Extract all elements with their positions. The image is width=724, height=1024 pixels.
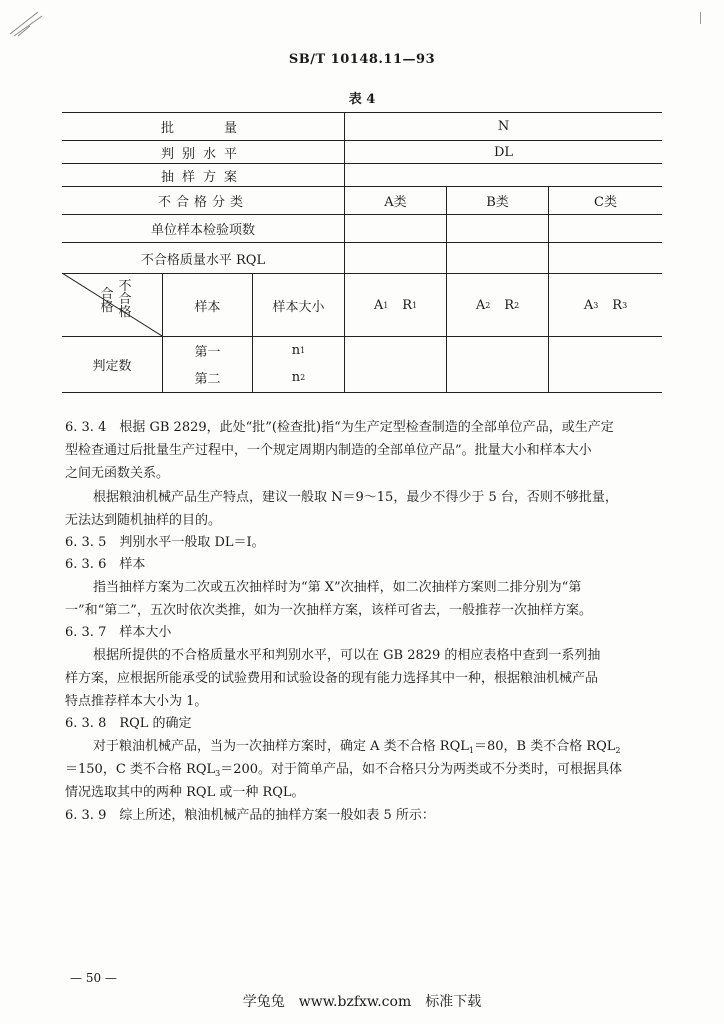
s634-line3: 之间无函数关系。 [65, 466, 170, 481]
s636-line1: 指当抽样方案为二次或五次抽样时为“第 X”次抽样，如二次抽样方案则二排分别为“第 [93, 580, 582, 595]
s638-line1-a: 对于粮油机械产品，当为一次抽样方案时，确定 A 类不合格 RQL [93, 739, 469, 754]
rql2-sub: 2 [615, 746, 621, 755]
row-label-rql: 不合格质量水平 RQL [140, 252, 266, 268]
edge-mark [700, 12, 701, 24]
s638-title: 6. 3. 8 RQL 的确定 [65, 716, 192, 731]
n1-letter: n [291, 342, 301, 358]
a3-sub: 3 [593, 300, 599, 310]
table-bottom-border [62, 392, 662, 393]
s637-title: 6. 3. 7 样本大小 [65, 625, 172, 640]
class-c-header: C类 [594, 195, 617, 210]
s638-line2-b: ＝200。对于简单产品，如不合格只分为两类或不分类时，可根据具体 [220, 762, 623, 777]
a2-letter: A [475, 297, 486, 313]
s637-line3: 特点推荐样本大小为 1。 [65, 694, 208, 709]
n1-cell [253, 337, 344, 363]
r1-letter: R [402, 297, 413, 313]
level-value: DL [493, 144, 514, 160]
r2-letter: R [504, 297, 515, 313]
a1-letter: A [373, 297, 384, 313]
table-caption: 表 4 [348, 92, 376, 107]
sample-size-header: 样本大小 [272, 299, 325, 315]
row-label-scheme: 抽样方案 [160, 169, 245, 185]
page-number: — 50 — [70, 971, 117, 985]
row-label-lot: 批 量 [160, 121, 245, 136]
diag-label-conforming [100, 288, 114, 314]
row-label-items: 单位样本检验项数 [150, 223, 255, 238]
row-label-level: 判别水平 [160, 146, 245, 162]
class-a-header: A类 [384, 195, 407, 210]
standard-number: SB/T 10148.11—93 [288, 52, 436, 67]
accept-reject-c [549, 274, 662, 336]
s634-p2-line2: 无法达到随机抽样的目的。 [65, 513, 222, 528]
s638-line3: 情况选取其中的两种 RQL 或一种 RQL。 [65, 785, 305, 800]
r3-sub: 3 [622, 300, 628, 310]
diag-label-nonconforming [118, 280, 132, 319]
s634-line2: 型检查通过后批量生产过程中，一个规定周期内制造的全部单位产品”。批量大小和样本大小 [65, 443, 592, 458]
s637-line1: 根据所提供的不合格质量水平和判别水平，可以在 GB 2829 的相应表格中查到一系列抽 [93, 648, 601, 663]
judge-first: 第一 [194, 344, 221, 360]
a1-sub: 1 [383, 300, 389, 310]
rql3-sub: 3 [215, 769, 221, 778]
n2-cell [253, 364, 344, 390]
accept-reject-b [447, 274, 548, 336]
n2-sub: 2 [300, 372, 306, 382]
s638-line2-a: ＝150，C 类不合格 RQL [65, 762, 216, 777]
diag-bottom-text: 合格 [100, 287, 114, 315]
corner-scribble [8, 8, 44, 38]
r3-letter: R [612, 297, 623, 313]
judge-second: 第二 [194, 371, 221, 387]
s638-line1-b: ＝80，B 类不合格 RQL [473, 739, 616, 754]
site-watermark: 学兔兔 www.bzfxw.com 标准下载 [242, 994, 482, 1010]
r2-sub: 2 [514, 300, 520, 310]
row-label-classes: 不合格分类 [157, 195, 248, 210]
s635: 6. 3. 5 判别水平一般取 DL＝Ⅰ。 [65, 535, 265, 550]
s634-line1: 6. 3. 4 根据 GB 2829，此处“批”(检查批)指“为生产定型检查制造的全部单位产品，或生产定 [65, 420, 614, 435]
lot-value: N [497, 119, 510, 134]
s638-line1 [93, 737, 621, 760]
s638-line2 [65, 760, 622, 783]
n2-letter: n [291, 369, 301, 385]
sample-header: 样本 [194, 299, 221, 315]
s636-line2: 一”和“第二”，五次时依次类推，如为一次抽样方案，该样可省去，一般推荐一次抽样方案。 [65, 603, 592, 618]
accept-reject-a [345, 274, 446, 336]
n1-sub: 1 [300, 345, 306, 355]
rql1-sub: 1 [468, 746, 474, 755]
class-b-header: B类 [486, 195, 509, 210]
s634-p2-line1: 根据粮油机械产品生产特点，建议一般取 N＝9～15，最少不得少于 5 台，否则不够批量， [93, 490, 618, 505]
diag-top-text: 不合格 [118, 279, 132, 320]
s637-line2: 样方案，应根据所能承受的试验费用和试验设备的现有能力选择其中一种，根据粮油机械产品 [65, 671, 599, 686]
s639: 6. 3. 9 综上所述，粮油机械产品的抽样方案一般如表 5 所示： [65, 808, 435, 823]
a2-sub: 2 [485, 300, 491, 310]
judge-label: 判定数 [92, 359, 132, 374]
r1-sub: 1 [412, 300, 418, 310]
s636-title: 6. 3. 6 样本 [65, 557, 146, 572]
a3-letter: A [583, 297, 594, 313]
